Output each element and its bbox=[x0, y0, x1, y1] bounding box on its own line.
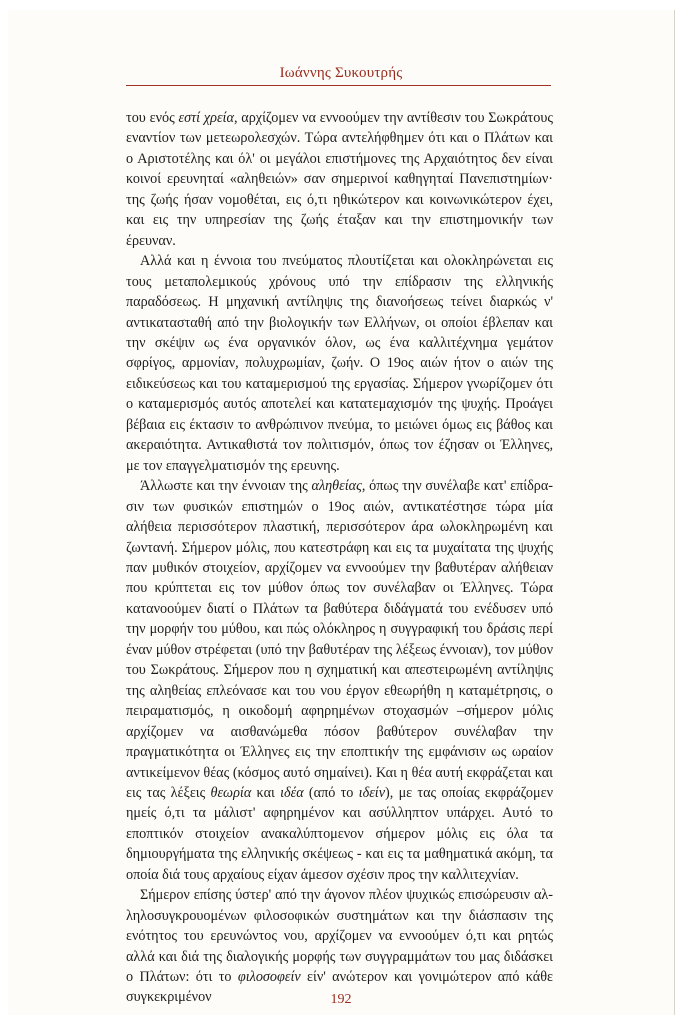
author-name: Ιωάννης Συκουτρής bbox=[279, 65, 403, 81]
body-text bbox=[126, 108, 553, 1008]
italic-term: ιδέα bbox=[280, 784, 304, 801]
text-run: του ενός bbox=[126, 110, 179, 126]
italic-term: εστί χρεία bbox=[178, 110, 234, 126]
page-number: 192 bbox=[330, 992, 352, 1007]
paragraph bbox=[126, 108, 553, 251]
italic-term: φιλοσοφείν bbox=[237, 969, 301, 986]
text-run: Σήμερον επίσης ύστερ' από την άγονον πλέον ψυχικώς επισώρευσιν αλληλοσυγκρουομένων φιλοσοφικών συστημάτων και την διάσπασιν της ενότητος του ερευνώντος νου, αρχίζομεν να εννοούμεν ό,τι και ρητώς αλλά και διά της διαλογικής μορφής των συγγραμμάτων του μας διδάσκει ο Πλάτων: ότι το bbox=[126, 887, 553, 986]
text-run: είν' ανώτερον και γονιμώτερον από κάθε συγκεκριμένον bbox=[126, 969, 553, 1006]
text-run: και bbox=[251, 784, 281, 801]
paragraph bbox=[126, 476, 553, 885]
header-rule bbox=[126, 85, 551, 86]
text-run: (από το bbox=[303, 784, 359, 801]
paragraph bbox=[126, 885, 553, 1008]
book-page bbox=[8, 10, 675, 1015]
text-run: , αρχίζομεν να εννοούμεν την αντίθεσιν του Σωκράτους εναντίον των μετεωρολεσχών. Τώρα αντελήφθημεν ότι και ο Πλάτων και ο Αριστοτέλης και όλ' οι μεγάλοι επιστήμονες της Αρχαιότητος δεν είναι κοινοί ερευνηταί «αληθειών» σαν σημερινοί καθηγηταί Πανεπιστημίων· της ζωής ήσαν νομοθέται, εις ό,τι ηθικώτερον και κοινωνικώτερον έχει, και εις την υπηρεσίαν της ζωής έταξαν και την επιστημονικήν των έρευναν. bbox=[126, 110, 553, 249]
italic-term: θεωρία bbox=[210, 784, 252, 801]
paragraph bbox=[126, 251, 553, 476]
text-run: ), με τας οποίας εκφράζομεν ημείς ό,τι τα μάλιστ' αφηρημένον και ασύλληπτον υπάρχει. Αυτό το εποπτικόν στοιχείον ανακαλύπτομενον σήμερον μόλις εις όλα τα δημιουργήματα της ελληνικής σκέψεως - και εις τα μαθηματικά ακόμη, τα οποία διά τους αρχαίους είχαν άμεσον σχέσιν προς την καλλιτεχνίαν. bbox=[126, 784, 554, 883]
italic-term: αληθείας bbox=[311, 478, 362, 495]
italic-term: ιδείν bbox=[358, 784, 386, 801]
text-run: Αλλά και η έννοια του πνεύματος πλουτίζεται και ολοκληρώνεται εις τους μεταπολεμικούς χρόνους υπό την επίδρασιν της ελληνικής παραδόσεως. Η μηχανική αντίληψις της διανοήσεως τείνει διαρκώς ν' αντικατασταθή από την βιολογικήν των Ελλήνων, οι οποίοι έβλεπαν και την σκέψιν ως ένα οργανικόν όλον, ως ένα καλλιτέχνημα γεμάτον σφρίγος, αρμονίαν, πολυχρωμίαν, ζωήν. Ο 19ος αιών ήτον ο αιών της ειδικεύσεως και του καταμερισμού της εργασίας. Σήμερον γνωρίζομεν ότι ο καταμερισμός αυτός αποτελεί και κατατεμαχισμόν της ψυχής. Προάγει βέβαια εις έκτασιν το ανθρώπινον πνεύμα, το μειώνει όμως εις βάθος και ακεραιότητα. Αντικαθιστά τον πολιτισμόν, όπως τον έζησαν οι Έλληνες, με τον επαγγελματισμόν της ερευνης. bbox=[126, 253, 553, 474]
text-run: , όπως την συνέλαβε κατ' επίδρασιν των φυσικών επιστημών ο 19ος αιών, αντικατέστησε τώρα μία αλήθεια περισσότερον πλαστική, περισσότερον άρα ωλοκληρωμένη και ζωντανή. Σήμερον μόλις, που κατεστράφη και εις τα μυχαίτατα της ψυχής παν μυθικόν στοιχείον, αρχίζομεν να εννοούμεν την βαθυτέραν αλήθειαν που κρύπτεται εις τον μύθον όπως τον συνέλαβαν οι Έλληνες. Τώρα κατανοούμεν διατί ο Πλάτων τα βαθύτερα διδάγματά του ενέδυσεν υπό την μορφήν του μύθου, και πώς ολόκληρος η συγγραφική του δράσις περί έναν μύθον στρέφεται (υπό την βαθυτέραν της λέξεως έννοιαν), τον μύθον του Σωκράτους. Σήμερον που η σχηματική και απεστειρωμένη αντίληψις της αληθείας επλεόνασε και του νου έργον εθεωρήθη η καταμέτρησις, ο πειραματισμός, η οικοδομή αφηρημένων στοχασμών –σήμερον μόλις αρχίζομεν να αισθανώμεθα πόσον βαθύτερον συνέλαβαν την πραγματικότητα οι Έλληνες εις την εποπτικήν της εμφάνισιν ως ωραίον αντικείμενον θέας (κόσμος αυτό σημαίνει). Και η θέα αυτή εκφράζεται και εις τας λέξεις bbox=[126, 478, 554, 801]
text-run: Άλλωστε και την έννοιαν της bbox=[140, 478, 312, 495]
running-header bbox=[8, 62, 674, 82]
